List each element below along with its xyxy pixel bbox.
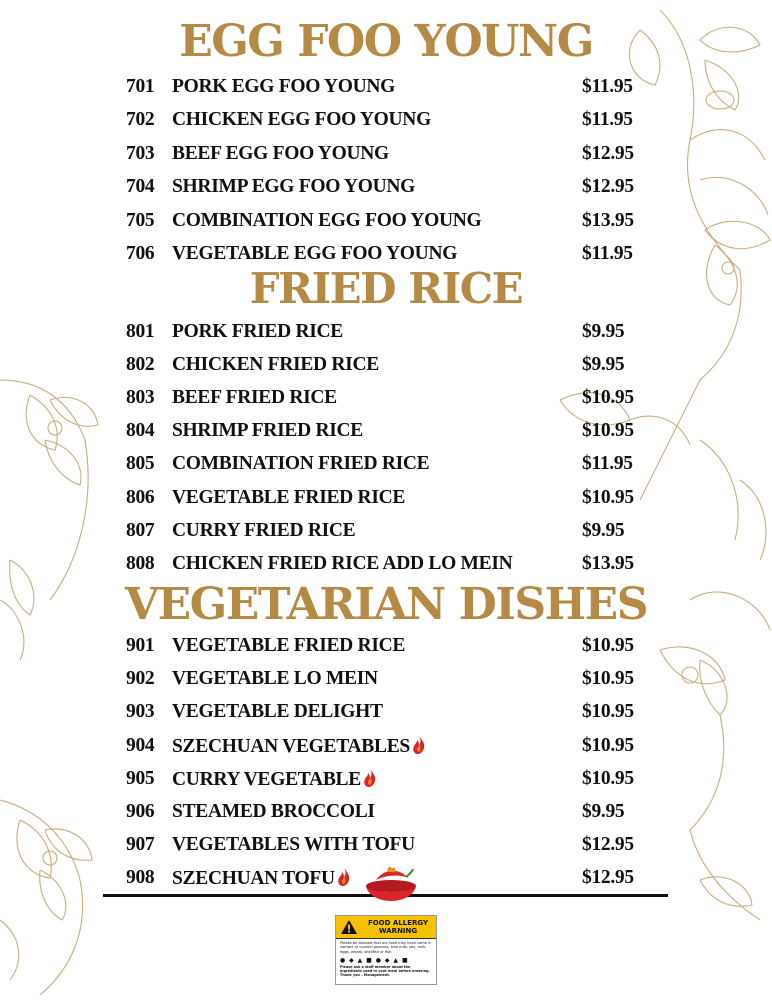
item-name-text: COMBINATION FRIED RICE <box>172 453 430 475</box>
menu-item <box>126 210 646 240</box>
item-name-text: PORK FRIED RICE <box>172 321 344 342</box>
warning-footer: Please ask a staff member about the ingredients used in your meal before ordering. Thank you – Management. <box>340 965 430 978</box>
item-name-text: VEGETABLE FRIED RICE <box>172 635 406 656</box>
item-name-text: STEAMED BROCCOLI <box>172 801 375 822</box>
item-name <box>172 735 427 758</box>
menu-item <box>126 453 646 483</box>
item-name <box>172 801 375 823</box>
item-price: $11.95 <box>582 76 633 97</box>
item-number: 802 <box>126 354 155 376</box>
item-name-text: SHRIMP EGG FOO YOUNG <box>172 176 415 198</box>
item-name-text: VEGETABLE EGG FOO YOUNG <box>172 243 458 264</box>
warning-title-line1: FOOD ALLERGY <box>367 919 429 927</box>
item-price: $10.95 <box>582 734 634 756</box>
item-number: 804 <box>126 420 155 442</box>
floral-left-lower <box>0 800 92 995</box>
item-price: $9.95 <box>582 354 625 376</box>
item-name <box>172 210 481 232</box>
item-number: 907 <box>126 834 155 856</box>
allergen-icons: ● ◆ ▲ ■ ● ◆ ▲ ■ <box>340 957 409 965</box>
item-name-text: CHICKEN EGG FOO YOUNG <box>172 109 431 131</box>
item-name <box>172 453 429 475</box>
menu-item <box>126 735 646 765</box>
item-price: $11.95 <box>582 109 633 131</box>
item-name <box>172 867 352 890</box>
warning-body: Please be advised that our food may have come in contact or contain peanuts, tree nuts, soy, milk, eggs, wheat, shellfish or fish. <box>340 941 432 954</box>
item-price: $9.95 <box>582 801 625 822</box>
item-number: 902 <box>126 668 155 690</box>
menu-item <box>126 520 646 550</box>
item-number: 905 <box>126 767 155 789</box>
item-name <box>172 487 405 509</box>
item-name-text: CHICKEN FRIED RICE <box>172 354 379 376</box>
item-name <box>172 109 431 131</box>
item-number: 701 <box>126 76 155 97</box>
item-name <box>172 420 363 442</box>
item-price: $9.95 <box>582 519 625 541</box>
menu-item <box>126 109 646 139</box>
item-price: $10.95 <box>582 486 634 508</box>
item-name-text: SZECHUAN TOFU <box>172 868 335 890</box>
item-number: 808 <box>126 552 155 574</box>
menu-item <box>126 354 646 384</box>
item-name <box>172 321 343 343</box>
item-name <box>172 668 378 690</box>
menu-item <box>126 701 646 731</box>
item-name-text: CURRY VEGETABLE <box>172 768 361 790</box>
item-price: $10.95 <box>582 387 634 409</box>
menu-item <box>126 143 646 173</box>
warning-triangle-icon <box>340 919 358 935</box>
menu-item <box>126 487 646 517</box>
item-number: 705 <box>126 209 155 231</box>
item-name <box>172 176 415 198</box>
item-price: $10.95 <box>582 701 634 723</box>
menu-item <box>126 635 646 665</box>
item-name-text: VEGETABLE FRIED RICE <box>172 486 406 508</box>
item-price: $12.95 <box>582 834 634 856</box>
item-number: 906 <box>126 801 155 822</box>
item-name-text: BEEF FRIED RICE <box>172 387 337 409</box>
item-number: 706 <box>126 243 155 264</box>
item-name <box>172 354 379 376</box>
chili-flame-icon <box>411 735 427 755</box>
item-name <box>172 768 378 791</box>
item-name <box>172 520 355 542</box>
item-price: $10.95 <box>582 767 634 789</box>
item-price: $10.95 <box>582 420 634 442</box>
item-price: $10.95 <box>582 635 634 656</box>
item-name <box>172 635 405 657</box>
item-price: $12.95 <box>582 142 634 164</box>
section-title: FRIED RICE <box>249 264 523 313</box>
item-name-text: CHICKEN FRIED RICE ADD LO MEIN <box>172 552 513 574</box>
menu-item <box>126 668 646 698</box>
item-name-text: COMBINATION EGG FOO YOUNG <box>172 209 482 231</box>
item-name <box>172 143 389 165</box>
chili-bowl-icon <box>358 866 424 902</box>
item-price: $12.95 <box>582 176 634 198</box>
item-number: 807 <box>126 519 155 541</box>
item-name <box>172 387 337 409</box>
floral-right-lower <box>690 830 760 920</box>
menu-item <box>126 420 646 450</box>
item-price: $13.95 <box>582 552 634 574</box>
item-name-text: SHRIMP FRIED RICE <box>172 420 364 442</box>
item-name <box>172 76 395 98</box>
menu-item <box>126 76 646 106</box>
section-title: VEGETARIAN DISHES <box>125 579 647 630</box>
item-name-text: CURRY FRIED RICE <box>172 519 356 541</box>
chili-flame-icon <box>362 768 378 788</box>
item-name <box>172 243 457 265</box>
item-number: 704 <box>126 176 155 198</box>
item-number: 703 <box>126 142 155 164</box>
item-number: 903 <box>126 701 155 723</box>
menu-item <box>126 834 646 864</box>
menu-item <box>126 801 646 831</box>
item-number: 904 <box>126 734 155 756</box>
item-name-text: SZECHUAN VEGETABLES <box>172 735 410 757</box>
menu-item <box>126 176 646 206</box>
item-name-text: VEGETABLE DELIGHT <box>172 701 383 723</box>
menu-item <box>126 768 646 798</box>
warning-title-line2: WARNING <box>378 927 418 935</box>
item-price: $13.95 <box>582 209 634 231</box>
menu-item <box>126 387 646 417</box>
item-name <box>172 701 383 723</box>
item-price: $11.95 <box>582 453 633 475</box>
item-price: $11.95 <box>582 243 633 264</box>
item-number: 806 <box>126 486 155 508</box>
item-number: 805 <box>126 453 155 475</box>
item-name-text: BEEF EGG FOO YOUNG <box>172 142 389 164</box>
item-number: 908 <box>126 867 155 889</box>
item-name-text: PORK EGG FOO YOUNG <box>172 76 396 97</box>
item-number: 702 <box>126 109 155 131</box>
item-number: 801 <box>126 321 155 342</box>
chili-flame-icon <box>336 867 352 887</box>
item-number: 803 <box>126 387 155 409</box>
item-price: $9.95 <box>582 321 625 342</box>
item-name-text: VEGETABLES WITH TOFU <box>172 834 415 856</box>
item-name <box>172 553 512 575</box>
section-title: EGG FOO YOUNG <box>179 16 593 67</box>
menu-item <box>126 321 646 351</box>
item-price: $12.95 <box>582 867 634 889</box>
item-number: 901 <box>126 635 155 656</box>
warning-header <box>336 916 436 939</box>
item-name-text: VEGETABLE LO MEIN <box>172 668 378 690</box>
food-allergy-warning <box>335 915 437 985</box>
item-name <box>172 834 415 856</box>
item-price: $10.95 <box>582 668 634 690</box>
